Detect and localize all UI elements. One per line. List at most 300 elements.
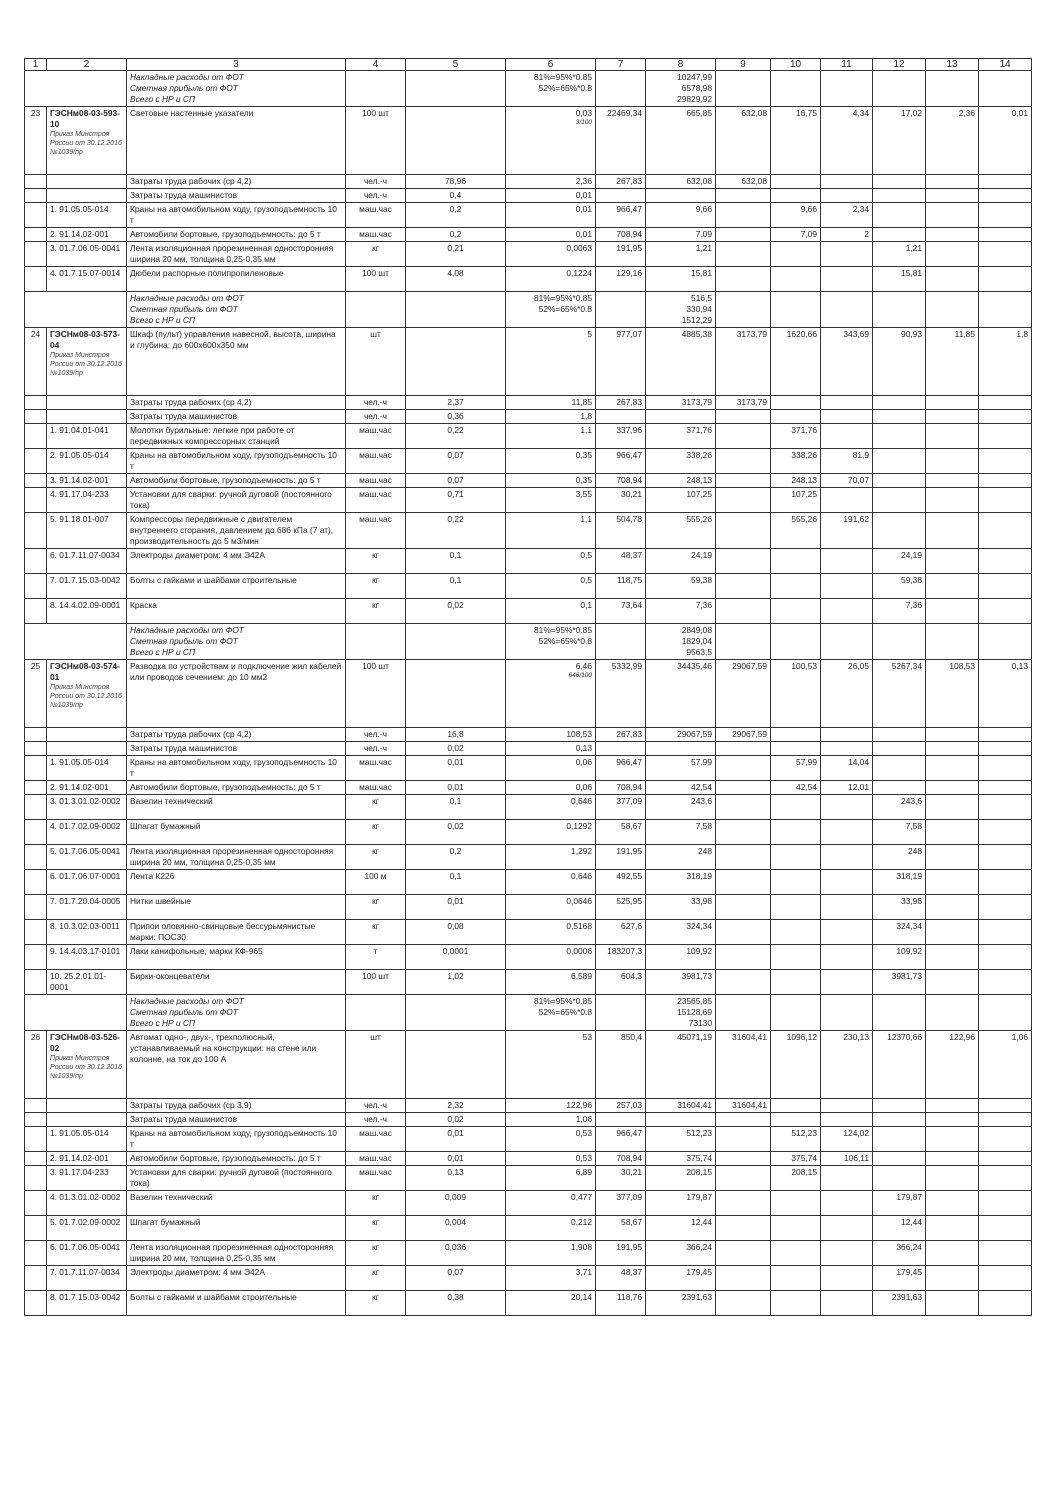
quantity-value: 0,03 (575, 108, 592, 118)
empty-cell (771, 624, 821, 660)
resource-code: 3. 91.14.02-001 (47, 474, 127, 488)
resource-name: Дюбели распорные полипропиленовые (127, 267, 346, 292)
resource-c6: 1,06 (506, 1113, 596, 1127)
overhead-rates (506, 995, 596, 1031)
resource-unit: 100 шт (346, 267, 406, 292)
empty-cell (979, 1099, 1032, 1113)
resource-code: 8. 01.7.15.03-0042 (47, 1291, 127, 1316)
resource-c9 (716, 513, 771, 549)
resource-c6: 1,1 (506, 424, 596, 449)
resource-c6: 0,1292 (506, 820, 596, 845)
overhead-values (646, 624, 716, 660)
position-c8: 45071,19 (646, 1031, 716, 1099)
overhead-value: 10247,99 (677, 72, 712, 82)
resource-c9 (716, 474, 771, 488)
position-row (25, 328, 1032, 396)
empty-cell (926, 945, 979, 970)
resource-code: 5. 01.7.02.09-0002 (47, 1216, 127, 1241)
resource-row (25, 895, 1032, 920)
empty-cell (926, 1113, 979, 1127)
resource-code: 3. 01.3.01.02-0002 (47, 795, 127, 820)
resource-c8: 366,24 (646, 1241, 716, 1266)
empty-cell (406, 995, 506, 1031)
resource-row (25, 175, 1032, 189)
resource-row (25, 228, 1032, 242)
resource-row (25, 599, 1032, 624)
resource-name: Затраты труда рабочих (ср 4,2) (127, 175, 346, 189)
resource-name: Лента изоляционная прорезиненная односторонняя ширина 20 мм, толщина 0,25-0,35 мм (127, 1241, 346, 1266)
resource-code: 7. 01.7.20.04-0005 (47, 895, 127, 920)
resource-name: Краны на автомобильном ходу, грузоподъемность 10 т (127, 756, 346, 781)
resource-c11 (821, 920, 873, 945)
column-number-10: 10 (771, 59, 821, 71)
resource-code: 3. 91.17.04-233 (47, 1166, 127, 1191)
resource-c10: 42,54 (771, 781, 821, 795)
resource-c11 (821, 1099, 873, 1113)
empty-cell (979, 292, 1032, 328)
resource-c6: 6,89 (506, 1166, 596, 1191)
resource-c6: 0,1 (506, 599, 596, 624)
position-c11: 4,34 (821, 107, 873, 175)
resource-c11: 12,01 (821, 781, 873, 795)
empty-cell (926, 1241, 979, 1266)
resource-c10 (771, 1266, 821, 1291)
resource-c6: 0,0006 (506, 945, 596, 970)
empty-cell (926, 895, 979, 920)
empty-cell (979, 574, 1032, 599)
resource-c11 (821, 1216, 873, 1241)
resource-c9 (716, 1216, 771, 1241)
empty-cell (979, 945, 1032, 970)
empty-cell (979, 1216, 1032, 1241)
empty-cell (979, 175, 1032, 189)
empty-cell (821, 292, 873, 328)
resource-c10 (771, 1099, 821, 1113)
resource-norm: 0,01 (406, 781, 506, 795)
resource-name: Краска (127, 599, 346, 624)
resource-c8: 107,25 (646, 488, 716, 513)
resource-c8 (646, 1113, 716, 1127)
resource-c12 (873, 175, 926, 189)
resource-unit: чел.-ч (346, 410, 406, 424)
resource-row (25, 474, 1032, 488)
empty-cell (771, 292, 821, 328)
resource-c12: 179,45 (873, 1266, 926, 1291)
resource-unit: маш.час (346, 474, 406, 488)
position-c10: 1096,12 (771, 1031, 821, 1099)
overhead-label-sp: Сметная прибыль от ФОТ (130, 1007, 238, 1017)
quantity-value: 53 (582, 1032, 592, 1042)
resource-name: Лаки канифольные, марки КФ-965 (127, 945, 346, 970)
overhead-row (25, 995, 1032, 1031)
resource-c11 (821, 1266, 873, 1291)
resource-norm: 0,02 (406, 820, 506, 845)
empty-cell (979, 71, 1032, 107)
resource-c8 (646, 742, 716, 756)
resource-row (25, 742, 1032, 756)
empty-cell (979, 203, 1032, 228)
overhead-labels (127, 292, 346, 328)
resource-c12 (873, 410, 926, 424)
overhead-rate-sp: 52%=65%*0.8 (538, 636, 592, 646)
resource-c8: 42,54 (646, 781, 716, 795)
resource-c7: 708,94 (596, 1152, 646, 1166)
resource-c12: 318,19 (873, 870, 926, 895)
overhead-label-sp: Сметная прибыль от ФОТ (130, 636, 238, 646)
resource-c9 (716, 410, 771, 424)
resource-c7: 337,96 (596, 424, 646, 449)
resource-unit: маш.час (346, 449, 406, 474)
resource-row (25, 1152, 1032, 1166)
resource-name: Затраты труда машинистов (127, 189, 346, 203)
resource-c10 (771, 1291, 821, 1316)
overhead-value: 9563,5 (686, 647, 712, 657)
resource-row (25, 728, 1032, 742)
empty-cell (25, 1127, 47, 1152)
resource-name: Краны на автомобильном ходу, грузоподъемность 10 т (127, 203, 346, 228)
resource-c7: 604,3 (596, 970, 646, 995)
empty-cell (926, 424, 979, 449)
resource-c10 (771, 895, 821, 920)
resource-unit: чел.-ч (346, 742, 406, 756)
column-number-9: 9 (716, 59, 771, 71)
resource-name: Электроды диаметром: 4 мм Э42А (127, 1266, 346, 1291)
resource-c11 (821, 795, 873, 820)
column-number-4: 4 (346, 59, 406, 71)
resource-row (25, 795, 1032, 820)
resource-code (47, 1099, 127, 1113)
resource-name: Болты с гайками и шайбами строительные (127, 1291, 346, 1316)
position-number: 23 (25, 107, 47, 175)
resource-name: Шпагат бумажный (127, 1216, 346, 1241)
resource-name: Молотки бурильные: легкие при работе от передвижных компрессорных станций (127, 424, 346, 449)
resource-c12 (873, 513, 926, 549)
resource-c10: 375,74 (771, 1152, 821, 1166)
position-c9: 3173,79 (716, 328, 771, 396)
resource-c11 (821, 1191, 873, 1216)
empty-cell (926, 488, 979, 513)
resource-row (25, 1099, 1032, 1113)
resource-c12 (873, 203, 926, 228)
resource-unit: маш.час (346, 1152, 406, 1166)
empty-cell (25, 624, 127, 660)
resource-c7: 267,83 (596, 728, 646, 742)
resource-c7: 525,95 (596, 895, 646, 920)
resource-c6: 122,96 (506, 1099, 596, 1113)
resource-c12 (873, 756, 926, 781)
resource-c6: 6,589 (506, 970, 596, 995)
overhead-rates (506, 624, 596, 660)
resource-c9: 3173,79 (716, 396, 771, 410)
resource-c8: 324,34 (646, 920, 716, 945)
resource-c12 (873, 488, 926, 513)
empty-cell (25, 396, 47, 410)
position-unit: 100 шт (346, 660, 406, 728)
empty-cell (926, 1191, 979, 1216)
empty-cell (25, 756, 47, 781)
quantity-formula: 3/100 (575, 119, 592, 126)
position-quantity (506, 1031, 596, 1099)
resource-code: 6. 01.7.06.05-0041 (47, 1241, 127, 1266)
resource-c7: 377,09 (596, 795, 646, 820)
resource-c6: 0,0063 (506, 242, 596, 267)
resource-c7: 377,09 (596, 1191, 646, 1216)
resource-c11 (821, 945, 873, 970)
resource-code: 4. 91.17.04-233 (47, 488, 127, 513)
empty-cell (926, 624, 979, 660)
resource-c7 (596, 742, 646, 756)
resource-c10 (771, 549, 821, 574)
resource-c10 (771, 970, 821, 995)
resource-c10: 248,13 (771, 474, 821, 488)
resource-c12: 7,58 (873, 820, 926, 845)
resource-c7 (596, 410, 646, 424)
overhead-value: 73130 (688, 1018, 712, 1028)
empty-cell (821, 71, 873, 107)
position-c14: 0,01 (979, 107, 1032, 175)
empty-cell (25, 1152, 47, 1166)
resource-c10 (771, 945, 821, 970)
resource-row (25, 203, 1032, 228)
resource-c8: 33,98 (646, 895, 716, 920)
empty-cell (979, 870, 1032, 895)
resource-norm: 0,2 (406, 845, 506, 870)
empty-cell (771, 71, 821, 107)
resource-c9 (716, 845, 771, 870)
resource-norm: 0,009 (406, 1191, 506, 1216)
overhead-labels (127, 995, 346, 1031)
empty-cell (25, 449, 47, 474)
resource-c7: 118,75 (596, 574, 646, 599)
position-c13: 122,96 (926, 1031, 979, 1099)
resource-c7: 267,83 (596, 175, 646, 189)
empty-cell (25, 742, 47, 756)
resource-name: Автомобили бортовые, грузоподъемность: до 5 т (127, 474, 346, 488)
empty-cell (926, 756, 979, 781)
resource-unit: кг (346, 845, 406, 870)
resource-c7: 30,21 (596, 488, 646, 513)
overhead-rate-nr: 81%=95%*0.85 (534, 625, 592, 635)
resource-norm: 0,38 (406, 1291, 506, 1316)
position-code-text: ГЭСНм08-03-526-02 (50, 1032, 120, 1053)
resource-c7 (596, 189, 646, 203)
resource-code: 1. 91.05.05-014 (47, 756, 127, 781)
resource-norm: 0,01 (406, 1127, 506, 1152)
resource-c12: 366,24 (873, 1241, 926, 1266)
position-code-text: ГЭСНм08-03-593-10 (50, 108, 120, 129)
resource-name: Краны на автомобильном ходу, грузоподъемность 10 т (127, 449, 346, 474)
overhead-rate-sp: 52%=65%*0.8 (538, 1007, 592, 1017)
empty-cell (25, 549, 47, 574)
empty-cell (926, 71, 979, 107)
empty-cell (926, 728, 979, 742)
empty-cell (926, 474, 979, 488)
position-title: Световые настенные указатели (127, 107, 346, 175)
empty-cell (926, 574, 979, 599)
resource-c10 (771, 189, 821, 203)
position-c13: 2,36 (926, 107, 979, 175)
empty-cell (926, 189, 979, 203)
overhead-row (25, 624, 1032, 660)
resource-c11 (821, 870, 873, 895)
overhead-label-total: Всего с НР и СП (130, 647, 196, 657)
resource-norm: 0,02 (406, 1113, 506, 1127)
resource-norm: 2,37 (406, 396, 506, 410)
resource-c10: 57,99 (771, 756, 821, 781)
overhead-label-total: Всего с НР и СП (130, 94, 196, 104)
resource-unit: чел.-ч (346, 728, 406, 742)
overhead-rate-sp: 52%=65%*0.8 (538, 304, 592, 314)
empty-cell (406, 624, 506, 660)
empty-cell (25, 410, 47, 424)
position-c9: 31604,41 (716, 1031, 771, 1099)
resource-unit: кг (346, 1266, 406, 1291)
empty-cell (979, 410, 1032, 424)
resource-c8: 24,19 (646, 549, 716, 574)
empty-cell (926, 203, 979, 228)
resource-c8: 15,81 (646, 267, 716, 292)
resource-c11: 191,62 (821, 513, 873, 549)
resource-c8: 371,76 (646, 424, 716, 449)
resource-c6: 0,5 (506, 549, 596, 574)
empty-cell (25, 820, 47, 845)
resource-c6: 1,8 (506, 410, 596, 424)
resource-norm: 2,32 (406, 1099, 506, 1113)
empty-cell (979, 1127, 1032, 1152)
position-c10: 16,75 (771, 107, 821, 175)
resource-c10 (771, 870, 821, 895)
resource-unit: кг (346, 1216, 406, 1241)
empty-cell (25, 970, 47, 995)
resource-c12: 324,34 (873, 920, 926, 945)
resource-name: Лента изоляционная прорезиненная односторонняя ширина 20 мм, толщина 0,25-0,35 мм (127, 242, 346, 267)
empty-cell (25, 242, 47, 267)
resource-norm: 0,36 (406, 410, 506, 424)
resource-c8: 7,09 (646, 228, 716, 242)
empty-cell (926, 820, 979, 845)
resource-c9 (716, 189, 771, 203)
resource-row (25, 189, 1032, 203)
overhead-value: 15128,69 (677, 1007, 712, 1017)
resource-norm: 0,004 (406, 1216, 506, 1241)
resource-c7: 191,95 (596, 845, 646, 870)
resource-c11 (821, 488, 873, 513)
resource-c12 (873, 189, 926, 203)
empty-cell (716, 71, 771, 107)
resource-c11 (821, 396, 873, 410)
empty-cell (25, 1113, 47, 1127)
resource-code: 6. 01.7.11.07-0034 (47, 549, 127, 574)
position-c9: 29067,59 (716, 660, 771, 728)
resource-c6: 0,06 (506, 756, 596, 781)
resource-c7: 58,67 (596, 1216, 646, 1241)
empty-cell (25, 781, 47, 795)
resource-c12 (873, 1166, 926, 1191)
resource-name: Болты с гайками и шайбами строительные (127, 574, 346, 599)
column-number-12: 12 (873, 59, 926, 71)
position-title: Разводка по устройствам и подключение жил кабелей или проводов сечением: до 10 мм2 (127, 660, 346, 728)
resource-c8: 7,36 (646, 599, 716, 624)
overhead-label-nr: Накладные расходы от ФОТ (130, 293, 244, 303)
overhead-label-nr: Накладные расходы от ФОТ (130, 625, 244, 635)
resource-c8 (646, 189, 716, 203)
resource-c6: 0,06 (506, 781, 596, 795)
resource-c12 (873, 424, 926, 449)
resource-name: Затраты труда машинистов (127, 742, 346, 756)
empty-cell (346, 995, 406, 1031)
resource-row (25, 1191, 1032, 1216)
resource-c6: 0,5 (506, 574, 596, 599)
resource-c10 (771, 1191, 821, 1216)
resource-c8: 7,58 (646, 820, 716, 845)
empty-cell (25, 995, 127, 1031)
resource-c8: 338,26 (646, 449, 716, 474)
resource-c6: 3,71 (506, 1266, 596, 1291)
position-c7: 977,07 (596, 328, 646, 396)
resource-c6: 108,53 (506, 728, 596, 742)
resource-c8: 512,23 (646, 1127, 716, 1152)
resource-unit: чел.-ч (346, 189, 406, 203)
resource-unit: маш.час (346, 488, 406, 513)
empty-cell (979, 267, 1032, 292)
resource-c12 (873, 742, 926, 756)
empty-cell (821, 995, 873, 1031)
resource-unit: кг (346, 820, 406, 845)
position-c13: 11,85 (926, 328, 979, 396)
overhead-values (646, 995, 716, 1031)
resource-c7: 492,55 (596, 870, 646, 895)
empty-cell (596, 71, 646, 107)
resource-c6: 0,01 (506, 228, 596, 242)
resource-unit: чел.-ч (346, 175, 406, 189)
position-c8: 34435,46 (646, 660, 716, 728)
resource-c11 (821, 424, 873, 449)
resource-norm: 0,1 (406, 870, 506, 895)
resource-c9 (716, 574, 771, 599)
resource-c12: 1,21 (873, 242, 926, 267)
overhead-value: 330,94 (686, 304, 712, 314)
empty-cell (979, 781, 1032, 795)
empty-cell (25, 1191, 47, 1216)
resource-norm: 0,71 (406, 488, 506, 513)
empty-cell (346, 292, 406, 328)
empty-cell (25, 267, 47, 292)
resource-c8: 109,92 (646, 945, 716, 970)
resource-code: 6. 01.7.06.07-0001 (47, 870, 127, 895)
position-reference: Приказ Минстроя России от 30.12.2016 №1039/пр (50, 1055, 122, 1080)
position-c12: 90,93 (873, 328, 926, 396)
overhead-rate-nr: 81%=95%*0.85 (534, 72, 592, 82)
resource-unit: маш.час (346, 228, 406, 242)
resource-c10: 208,15 (771, 1166, 821, 1191)
column-number-6: 6 (506, 59, 596, 71)
empty-cell (926, 175, 979, 189)
empty-cell (926, 870, 979, 895)
resource-c10: 371,76 (771, 424, 821, 449)
empty-cell (716, 995, 771, 1031)
position-c11: 343,69 (821, 328, 873, 396)
resource-name: Припои оловянно-свинцовые бессурьмянистые марки: ПОС30 (127, 920, 346, 945)
empty-cell (926, 410, 979, 424)
resource-c12: 7,36 (873, 599, 926, 624)
resource-code: 8. 10.3.02.03-0011 (47, 920, 127, 945)
resource-c12: 59,38 (873, 574, 926, 599)
resource-unit: кг (346, 1291, 406, 1316)
resource-norm: 0,01 (406, 895, 506, 920)
resource-row (25, 574, 1032, 599)
empty-cell (406, 328, 506, 396)
column-number-8: 8 (646, 59, 716, 71)
